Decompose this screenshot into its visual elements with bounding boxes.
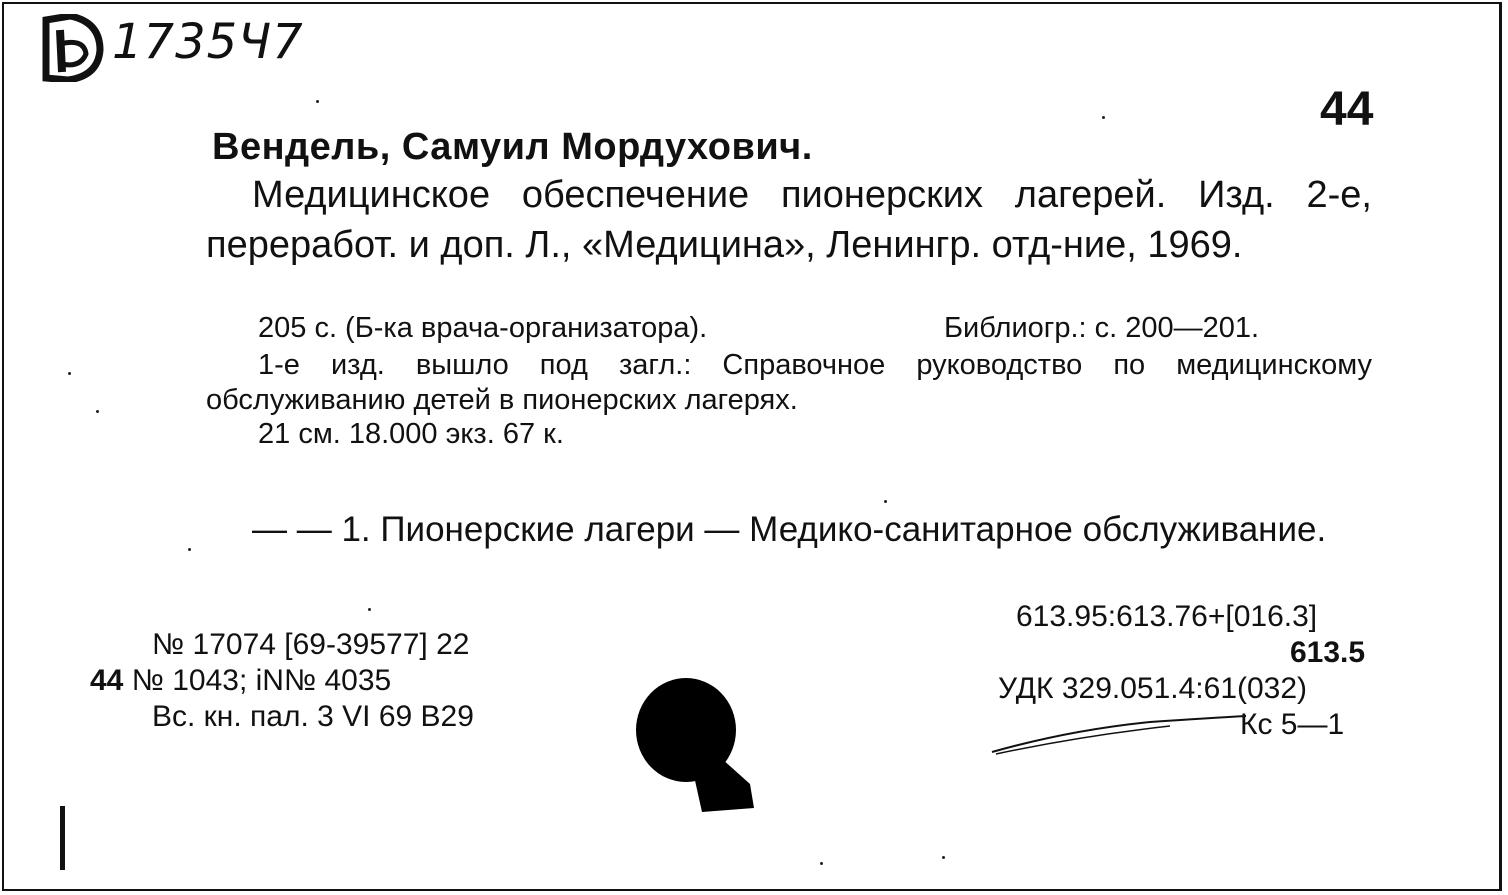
registration-mark: 44 [90, 664, 124, 697]
author-heading: Вендель, Самуил Мордухович. [212, 126, 813, 168]
registration-line-2-text: № 1043; iN№ 4035 [131, 664, 392, 697]
title-block: Медицинское обеспечение пионерских лагерей. Изд. 2-е, переработ. и доп. Л., «Медицина», Ленингр. отд-ние, 1969. [206, 174, 1372, 266]
class-mark-top: 44 [1320, 83, 1374, 136]
inventory-number: 1735Ч7 [112, 14, 304, 70]
speck [1102, 116, 1105, 119]
speck [96, 410, 99, 413]
registration-line-1: № 17074 [69-39577] 22 [152, 628, 470, 661]
bibliography-note: Библиогр.: с. 200—201. [944, 312, 1260, 344]
pages-series: 205 с. (Б-ка врача-организатора). [258, 312, 708, 344]
classification-line-4: Кс 5—1 [1240, 708, 1345, 741]
margin-bar [60, 806, 65, 870]
speck [68, 372, 71, 375]
edition-note: 1-е изд. вышло под загл.: Справочное руководство по медицинскому обслуживанию детей в пионерских лагерях. [206, 349, 1372, 416]
classification-line-3: УДК 329.051.4:61(032) [998, 672, 1308, 705]
speck [368, 608, 371, 611]
subject-heading: — — 1. Пионерские лагери — Медико-санитарное обслуживание. [252, 510, 1327, 549]
classification-line-1: 613.95:613.76+[016.3] [1016, 600, 1318, 633]
classification-line-2: 613.5 [1290, 636, 1366, 669]
punch-hole-blot [632, 672, 762, 816]
speck [942, 856, 945, 859]
speck [188, 548, 191, 551]
registration-line-3: Вс. кн. пал. 3 VI 69 В29 [152, 700, 474, 733]
speck [820, 862, 823, 865]
size-print-run-price: 21 см. 18.000 экз. 67 к. [258, 418, 564, 450]
pen-stroke [990, 700, 1250, 760]
speck [884, 500, 887, 503]
library-stamp-logo [40, 14, 106, 82]
registration-line-2 [90, 664, 391, 698]
speck [316, 100, 319, 103]
